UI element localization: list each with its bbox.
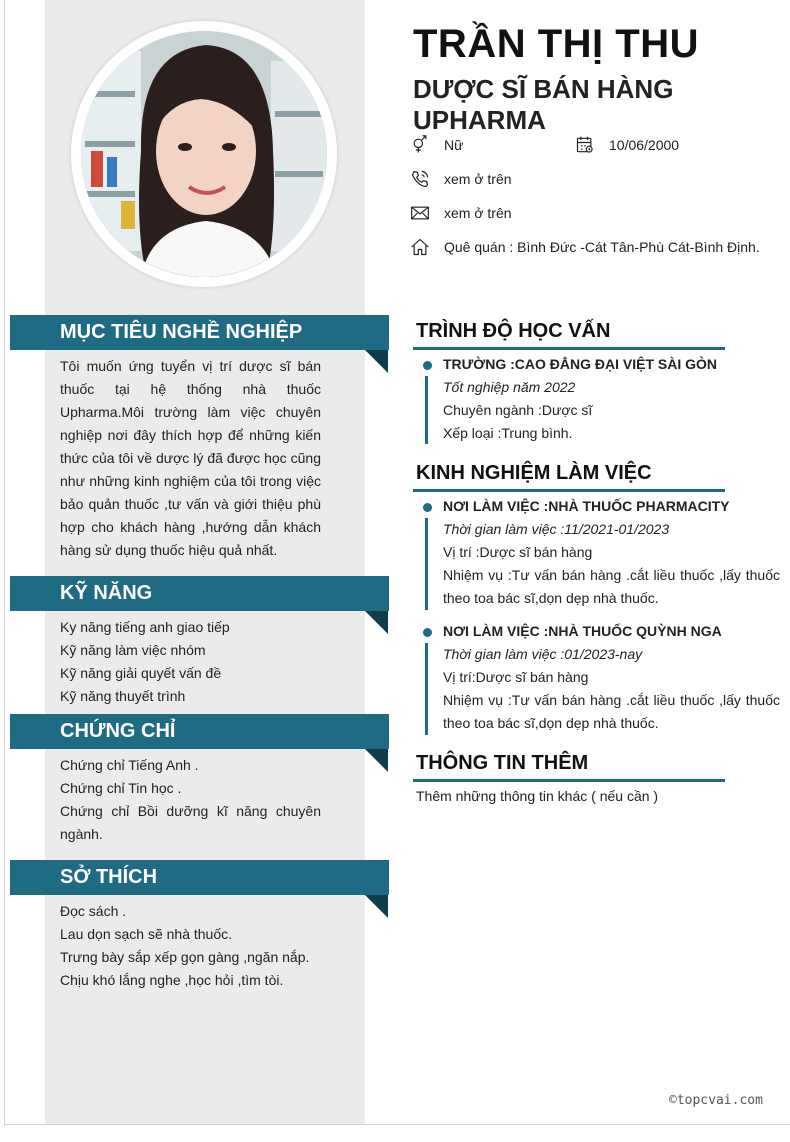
job-duties: Nhiệm vụ :Tư vấn bán hàng .cắt liều thuốc ,lấy thuốc theo toa bác sĩ,dọn dẹp nhà thuốc. [443, 692, 780, 731]
gender-row [409, 134, 463, 156]
list-item: Lau dọn sạch sẽ nhà thuốc. [60, 926, 233, 942]
job-period: Thời gian làm việc :11/2021-01/2023 [443, 521, 670, 537]
job-position: Vị trí :Dược sĩ bán hàng [443, 544, 593, 560]
list-item: Đọc sách . [60, 903, 127, 919]
job-workplace: NƠI LÀM VIỆC :NHÀ THUỐC QUỲNH NGA [443, 623, 722, 639]
experience-underline [413, 489, 725, 492]
major: Chuyên ngành :Dược sĩ [443, 402, 593, 418]
hobbies-heading-fold [365, 895, 388, 918]
school-name: TRƯỜNG :CAO ĐẲNG ĐẠI VIỆT SÀI GÒN [443, 356, 718, 372]
objective-text: Tôi muốn ứng tuyển vị trí dược sĩ bán thuốc tại hệ thống nhà thuốc Upharma.Môi trường làm việc chuyên nghiệp nơi đây thích hợp để những kiến thức của tôi về dược lý đã được học cũng như những kinh nghiệm của tôi trong việc bảo quản thuốc ,tư vấn và giới thiệu phù hợp cho khách hàng ,hướng dẫn khách hàng sử dụng thuốc hiệu quả nhất. [60, 358, 321, 558]
home-icon [409, 236, 431, 258]
hobbies-list [60, 900, 350, 992]
hobbies-heading: SỞ THÍCH [10, 860, 389, 895]
education-heading: TRÌNH ĐỘ HỌC VẤN [416, 320, 611, 342]
certificates-heading-fold [365, 749, 388, 772]
list-item: Ky năng tiếng anh giao tiếp [60, 619, 230, 635]
email-value: xem ở trên [444, 205, 512, 221]
job-timeline [425, 643, 428, 735]
education-bullet [423, 361, 432, 370]
gender-icon [409, 134, 431, 156]
watermark: ©topcvai.com [669, 1093, 763, 1108]
job-entry [443, 620, 780, 735]
birthday-row [574, 134, 679, 156]
hometown-row [409, 236, 760, 258]
hometown-value: Quê quán : Bình Đức -Cát Tân-Phù Cát-Bình Định. [444, 239, 760, 255]
skills-heading: KỸ NĂNG [10, 576, 389, 611]
experience-heading: KINH NGHIỆM LÀM VIỆC [416, 462, 652, 484]
list-item: Chứng chỉ Tiếng Anh . [60, 757, 199, 773]
envelope-icon [409, 202, 431, 224]
job-period: Thời gian làm việc :01/2023-nay [443, 646, 643, 662]
list-item: Chứng chỉ Tin học . [60, 780, 182, 796]
job-bullet [423, 628, 432, 637]
cv-page [4, 0, 790, 1125]
job-entry [443, 495, 780, 610]
calendar-icon [574, 134, 596, 156]
certificates-list [60, 754, 321, 846]
list-item: Kỹ năng làm việc nhóm [60, 642, 206, 658]
additional-text: Thêm những thông tin khác ( nếu cần ) [416, 788, 659, 804]
list-item: Trưng bày sắp xếp gọn gàng ,ngăn nắp. [60, 949, 310, 965]
list-item: Chịu khó lắng nghe ,học hỏi ,tìm tòi. [60, 972, 284, 988]
birthday-value: 10/06/2000 [609, 137, 680, 153]
phone-icon [409, 168, 431, 190]
email-row [409, 202, 512, 224]
job-duties: Nhiệm vụ :Tư vấn bán hàng .cắt liều thuốc ,lấy thuốc theo toa bác sĩ,dọn dẹp nhà thuốc. [443, 567, 780, 606]
graduation-year: Tốt nghiệp năm 2022 [443, 379, 576, 395]
job-bullet [423, 503, 432, 512]
job-title: DƯỢC SĨ BÁN HÀNG UPHARMA [413, 74, 674, 135]
list-item: Kỹ năng giải quyết vấn đề [60, 665, 222, 681]
candidate-name: TRẦN THỊ THU [413, 22, 699, 66]
additional-heading: THÔNG TIN THÊM [416, 752, 589, 774]
list-item: Kỹ năng thuyết trình [60, 688, 186, 704]
rank: Xếp loại :Trung bình. [443, 425, 573, 441]
job-timeline [425, 518, 428, 610]
education-entry [443, 353, 780, 445]
phone-row [409, 168, 512, 190]
education-underline [413, 347, 725, 350]
list-item: Chứng chỉ Bồi dưỡng kĩ năng chuyên ngành. [60, 803, 321, 842]
additional-underline [413, 779, 725, 782]
gender-value: Nữ [444, 137, 464, 153]
skills-heading-fold [365, 611, 388, 634]
objective-heading-fold [365, 350, 388, 373]
skills-list [60, 616, 321, 708]
job-position: Vị trí:Dược sĩ bán hàng [443, 669, 589, 685]
avatar [71, 21, 337, 287]
job-workplace: NƠI LÀM VIỆC :NHÀ THUỐC PHARMACITY [443, 498, 730, 514]
phone-value: xem ở trên [444, 171, 512, 187]
profile-photo [81, 31, 327, 277]
certificates-heading: CHỨNG CHỈ [10, 714, 389, 749]
objective-heading: MỤC TIÊU NGHỀ NGHIỆP [10, 315, 389, 350]
education-timeline [425, 376, 428, 444]
